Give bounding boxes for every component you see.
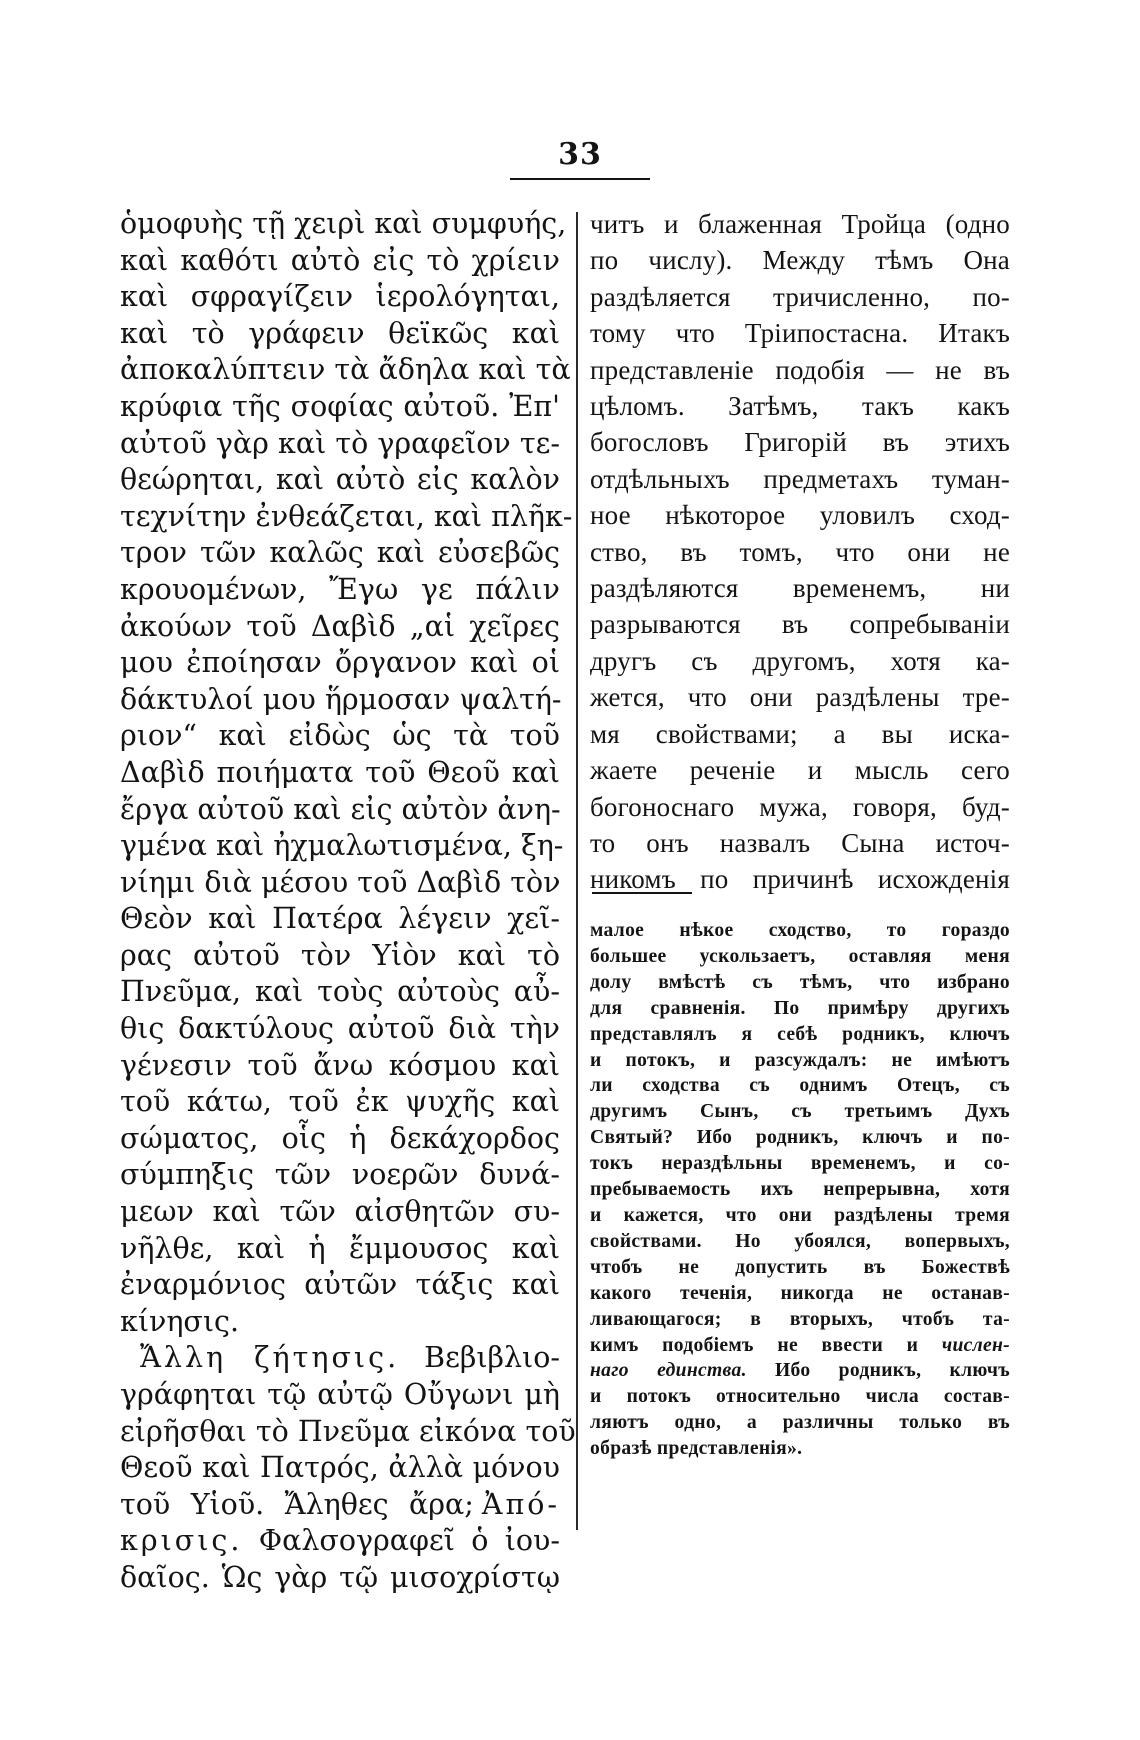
footnote-line [590, 1436, 1010, 1462]
greek-answer-label: Ἀπό- [481, 1487, 560, 1521]
greek-line [120, 462, 560, 499]
greek-text: σύμπηξις τῶν νοερῶν δυνά- [120, 1158, 560, 1192]
russian-text: ное нѣкоторое уловилъ сход- [590, 500, 1010, 531]
footnote-text: для сравненія. По примѣру другихъ [590, 997, 1010, 1019]
greek-line [120, 389, 560, 426]
greek-column [120, 206, 576, 1597]
footnote-text: и потокъ, и разсуждалъ: не имѣютъ [590, 1049, 1010, 1071]
footnote-text: Ибо родникъ, ключъ [746, 1360, 1011, 1382]
russian-line [590, 825, 1010, 861]
footnote-line [590, 918, 1010, 944]
footnote-text: образѣ представленія». [590, 1438, 803, 1460]
greek-text: θεώρηται, καὶ αὐτὸ εἰς καλὸν [120, 463, 560, 497]
footnote-line [590, 1307, 1010, 1333]
greek-text: γένεσιν τοῦ ἄνω κόσμου καὶ [120, 1048, 560, 1082]
greek-text: τεχνίτην ἐνθεάζεται, καὶ πλῆκ- [120, 499, 573, 533]
footnote-line [590, 944, 1010, 970]
russian-text: ство, въ томъ, что они не [590, 536, 1010, 567]
greek-line [120, 499, 573, 536]
greek-text: θις δακτύλους αὐτοῦ διὰ τὴν [120, 1012, 560, 1046]
russian-text: мя свойствами; а вы иска- [590, 718, 1010, 749]
footnote-text: и потокъ относительно числа состав- [590, 1386, 1010, 1408]
greek-line [120, 316, 560, 353]
greek-line [120, 1523, 560, 1560]
footnote-line [590, 1358, 1010, 1384]
footnote-line [590, 1099, 1010, 1125]
russian-line [590, 716, 1010, 752]
footnote-text: токъ нераздѣльны временемъ, и со- [590, 1153, 1010, 1175]
russian-text: никомъ по причинѣ исхожденія [590, 864, 1010, 895]
footnote-text: кимъ подобіемъ не ввести и [590, 1334, 942, 1356]
greek-text: ριον“ καὶ εἰδὼς ὡς τὰ τοῦ [120, 719, 560, 753]
footnote-italic: числен- [941, 1334, 1010, 1356]
greek-text: καὶ καθότι αὐτὸ εἰς τὸ χρίειν [120, 243, 560, 277]
russian-text: разрываются въ сопребываніи [590, 609, 1010, 640]
russian-line [590, 534, 1010, 570]
greek-line [120, 243, 560, 280]
greek-text: δάκτυλοί μου ἥρμοσαν ψαλτή- [120, 682, 562, 716]
footnote-text: Святый? Ибо родникъ, ключъ и по- [590, 1127, 1010, 1149]
greek-line [120, 974, 560, 1011]
footnote-line [590, 1151, 1010, 1177]
greek-text: τρον τῶν καλῶς καὶ εὐσεβῶς [120, 536, 560, 570]
greek-line [120, 1487, 560, 1524]
greek-text: μεων καὶ τῶν αἰσθητῶν συ- [120, 1195, 560, 1229]
greek-line [120, 682, 560, 719]
russian-line [590, 752, 1010, 788]
greek-text: Φαλσογραφεῖ ὁ ἰου- [242, 1524, 560, 1558]
russian-line [590, 424, 1010, 460]
russian-line [590, 315, 1010, 351]
greek-line [120, 1377, 560, 1414]
russian-text: жаете реченіе и мысль сего [590, 755, 1010, 786]
russian-line [590, 789, 1010, 825]
greek-line [120, 279, 560, 316]
greek-text: αὐτοῦ γὰρ καὶ τὸ γραφεῖον τε- [120, 426, 560, 460]
russian-line [590, 643, 1010, 679]
russian-line [590, 352, 1010, 388]
footnote-text: другимъ Сынъ, съ третьимъ Духъ [590, 1101, 1010, 1123]
greek-line [120, 645, 560, 682]
russian-line [590, 206, 1010, 242]
greek-line [120, 901, 560, 938]
header-rule [510, 178, 650, 180]
footnote-line [590, 1384, 1010, 1410]
greek-line [120, 755, 560, 792]
greek-line [120, 865, 560, 902]
greek-line [120, 572, 560, 609]
footnote-text: большее ускользаетъ, оставляя меня [590, 945, 1010, 967]
russian-text: жется, что они раздѣлены тре- [590, 682, 1010, 713]
greek-text: καὶ τὸ γράφειν θεϊκῶς καὶ [120, 316, 560, 350]
greek-line [120, 792, 560, 829]
russian-text: цѣломъ. Затѣмъ, такъ какъ [590, 391, 1010, 422]
footnote-line [590, 970, 1010, 996]
footnote-text: ляютъ одно, а различны только въ [590, 1412, 1010, 1434]
greek-text: ὁμοφυὴς τῇ χειρὶ καὶ συμφυής, [120, 207, 567, 240]
russian-line [590, 242, 1010, 278]
russian-line [590, 461, 1010, 497]
greek-line [120, 1194, 560, 1231]
greek-line [120, 1304, 560, 1341]
greek-text: γμένα καὶ ἠχμαλωτισμένα, ξη- [120, 829, 564, 863]
greek-line [120, 1450, 560, 1487]
russian-text: другъ съ другомъ, хотя ка- [590, 645, 1010, 676]
footnote-text: ливающагося; в вторыхъ, чтобъ та- [590, 1308, 1010, 1330]
greek-text: γράφηται τῷ αὐτῷ Οὔγωνι μὴ [120, 1378, 560, 1411]
footnote-text: долу вмѣстѣ съ тѣмъ, что избрано [590, 971, 1010, 993]
greek-text: δαῖος. Ὡς γὰρ τῷ μισοχρίστῳ [120, 1560, 560, 1594]
greek-line [120, 1121, 560, 1158]
greek-text: καὶ σφραγίζειν ἱερολόγηται, [120, 280, 560, 314]
footnote-text: малое нѣкое сходство, то гораздо [590, 920, 1010, 941]
russian-line [590, 279, 1010, 315]
footnote-line [590, 1229, 1010, 1255]
greek-text: Θεοῦ καὶ Πατρός, ἀλλὰ μόνου [120, 1451, 560, 1485]
greek-text: τοῦ Υἱοῦ. Ἄληθες ἄρα; [120, 1487, 474, 1521]
russian-line [590, 497, 1010, 533]
greek-line [120, 828, 564, 865]
greek-line [120, 1011, 560, 1048]
column-divider [576, 212, 578, 1530]
russian-text: читъ и блаженная Тройца (одно [590, 209, 1010, 239]
footnote-text: и кажется, что они раздѣлены тремя [590, 1204, 1010, 1226]
footnote-text: пребываемость ихъ непрерывна, хотя [590, 1179, 1010, 1201]
russian-text: представленіе подобія — не въ [590, 354, 1010, 385]
greek-text: εἰρῆσθαι τὸ Πνεῦμα εἰκόνα τοῦ [120, 1414, 576, 1448]
russian-text: тому что Тріипостасна. Итакъ [590, 318, 1010, 349]
russian-text: раздѣляются временемъ, ни [590, 573, 1010, 604]
greek-text: νῆλθε, καὶ ἡ ἔμμουσος καὶ [120, 1231, 560, 1265]
greek-line [120, 1157, 560, 1194]
russian-text: отдѣльныхъ предметахъ туман- [590, 463, 1010, 494]
footnote-line [590, 1203, 1010, 1229]
russian-text: раздѣляется тричисленно, по- [590, 281, 1010, 312]
footnote-line [590, 1048, 1010, 1074]
greek-line [120, 1340, 560, 1377]
footnote-rule [592, 892, 692, 894]
footnote-line [590, 1073, 1010, 1099]
footnote-line [590, 996, 1010, 1022]
greek-text: νίημι διὰ μέσου τοῦ Δαβὶδ τὸν [120, 865, 561, 899]
greek-line [120, 609, 560, 646]
greek-line [120, 1048, 560, 1085]
russian-text: то онъ назвалъ Сына источ- [590, 827, 1010, 858]
footnote-line [590, 1333, 1010, 1359]
greek-text: κίνησις. [120, 1304, 240, 1338]
greek-text: Πνεῦμα, καὶ τοὺς αὐτοὺς αὖ- [120, 975, 560, 1009]
greek-answer-label: κρισις. [120, 1524, 243, 1558]
greek-text: ἐναρμόνιος αὐτῶν τάξις καὶ [120, 1268, 560, 1302]
greek-text: ἔργα αὐτοῦ καὶ εἰς αὐτὸν ἀνη- [120, 792, 561, 826]
greek-line [120, 1231, 560, 1268]
russian-line [590, 606, 1010, 642]
footnote-text: какого теченія, никогда не останав- [590, 1282, 1010, 1304]
greek-line [120, 352, 571, 389]
greek-line [120, 1267, 560, 1304]
footnote-line [590, 1177, 1010, 1203]
greek-text: Βεβιβλιο- [399, 1341, 560, 1375]
greek-line [120, 535, 560, 572]
footnote-text: свойствами. Но убоялся, вопервыхъ, [590, 1230, 1010, 1252]
footnote-line [590, 1281, 1010, 1307]
greek-text: κρουομένων, Ἔγω γε πάλιν [120, 572, 560, 606]
russian-line [590, 388, 1010, 424]
greek-text: τοῦ κάτω, τοῦ ἐκ ψυχῆς καὶ [120, 1085, 560, 1119]
greek-text: σώματος, οἷς ἡ δεκάχορδος [120, 1121, 560, 1155]
greek-line [120, 718, 560, 755]
greek-text: κρύφια τῆς σοφίας αὐτοῦ. Ἐπ' [120, 389, 560, 423]
greek-text: ρας αὐτοῦ τὸν Υἱὸν καὶ τὸ [120, 938, 560, 972]
greek-line [120, 1414, 576, 1451]
russian-text: по числу). Между тѣмъ Она [590, 245, 1010, 276]
greek-line [120, 1560, 560, 1597]
footnote-line [590, 1125, 1010, 1151]
russian-line [590, 679, 1010, 715]
russian-line [590, 570, 1010, 606]
footnote-line [590, 1022, 1010, 1048]
greek-line [120, 938, 560, 975]
russian-text: богословъ Григорій въ этихъ [590, 427, 1010, 458]
footnote-line [590, 1255, 1010, 1281]
greek-text: ἀκούων τοῦ Δαβὶδ „αἱ χεῖρες [120, 609, 560, 643]
greek-text: Δαβὶδ ποιήματα τοῦ Θεοῦ καὶ [120, 755, 560, 789]
russian-text: богоноснаго мужа, говоря, буд- [590, 791, 1010, 822]
greek-heading: Ἄλλη ζήτησις. [140, 1341, 400, 1375]
greek-text: μου ἐποίησαν ὄργανον καὶ οἱ [120, 646, 560, 680]
footnote-text: чтобъ не допустить въ Божествѣ [590, 1256, 1010, 1278]
footnote-text: ли сходства съ однимъ Отецъ, съ [590, 1075, 1010, 1097]
greek-line [120, 426, 560, 463]
russian-main-text [590, 206, 1010, 898]
page-number: 33 [558, 137, 602, 172]
footnote-line [590, 1410, 1010, 1436]
greek-text: ἀποκαλύπτειν τὰ ἄδηλα καὶ τὰ [120, 353, 571, 387]
greek-line [120, 1084, 560, 1121]
footnote [590, 918, 1010, 1462]
footnote-italic: наго единства. [590, 1360, 747, 1382]
footnote-text: представлялъ я себѣ родникъ, ключъ [590, 1023, 1010, 1045]
greek-line [120, 206, 567, 243]
greek-text: Θεὸν καὶ Πατέρα λέγειν χεῖ- [120, 902, 560, 936]
